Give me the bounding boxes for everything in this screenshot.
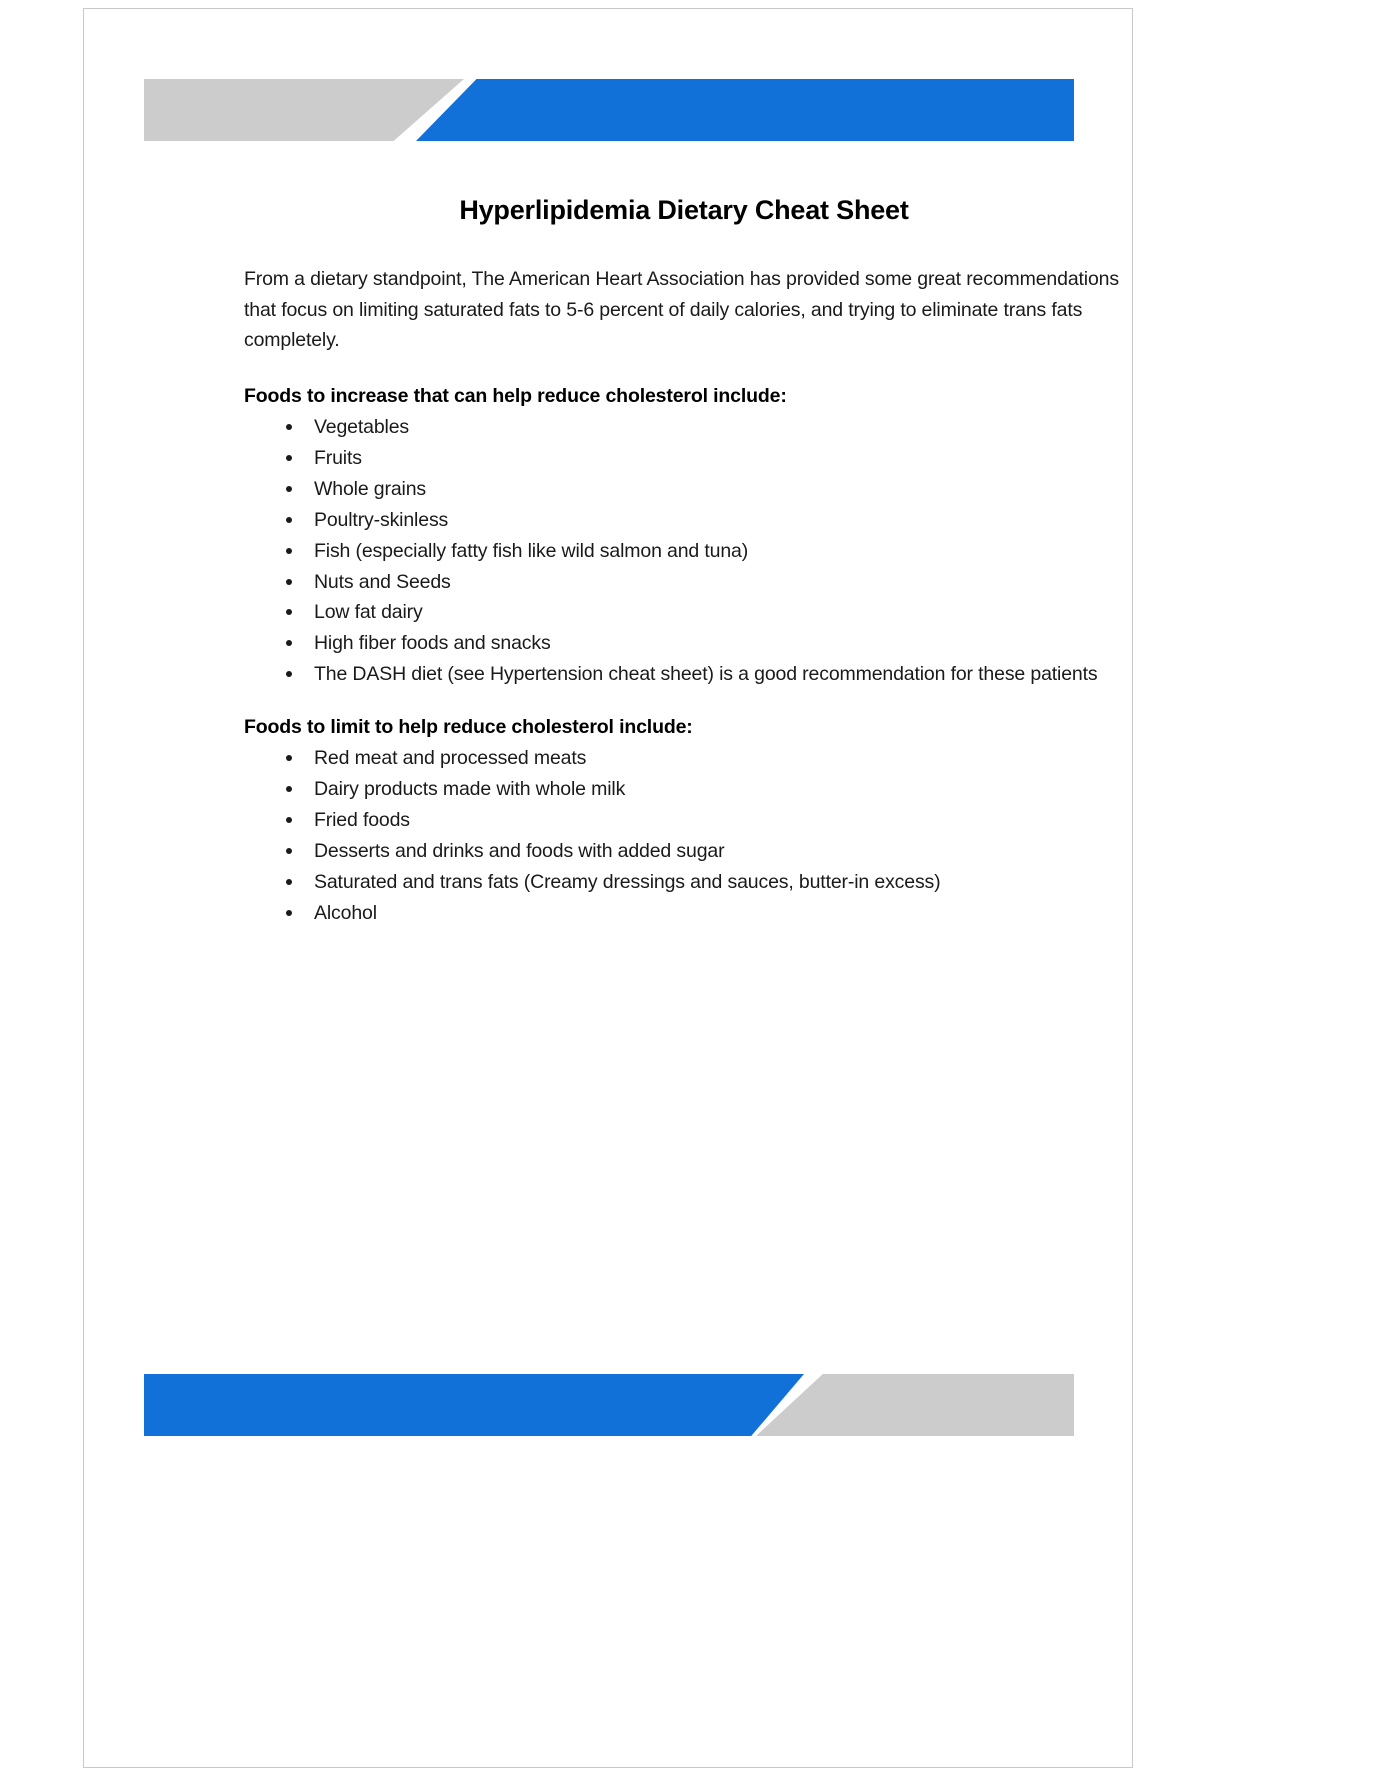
list-item: [244, 567, 1124, 597]
footer-gray-shape: [756, 1374, 1074, 1436]
list-item: [244, 505, 1124, 535]
foods-to-increase-list: [244, 412, 1124, 690]
list-item: [244, 659, 1124, 689]
bullet-dot-icon: [286, 671, 292, 677]
page-title: Hyperlipidemia Dietary Cheat Sheet: [459, 195, 909, 225]
list-item-label: Saturated and trans fats (Creamy dressings and sauces, butter-in excess): [314, 870, 941, 893]
bullet-dot-icon: [286, 579, 292, 585]
list-item-label: Fried foods: [314, 809, 410, 832]
bullet-dot-icon: [286, 517, 292, 523]
list-item: [244, 597, 1124, 627]
document-content: [244, 194, 1124, 929]
list-item-label: Poultry-skinless: [314, 508, 449, 531]
list-item-label: Fish (especially fatty fish like wild salmon and tuna): [314, 539, 749, 562]
list-item: [244, 805, 1124, 835]
bullet-dot-icon: [286, 424, 292, 430]
list-item: [244, 536, 1124, 566]
list-item-label: Dairy products made with whole milk: [314, 778, 626, 801]
section-heading: Foods to limit to help reduce cholesterol include:: [244, 716, 693, 739]
bullet-dot-icon: [286, 910, 292, 916]
bullet-dot-icon: [286, 486, 292, 492]
list-item-label: Whole grains: [314, 477, 427, 500]
bullet-dot-icon: [286, 455, 292, 461]
intro-paragraph: From a dietary standpoint, The American Heart Association has provided some great recommendations that focus on limiting saturated fats to 5-6 percent of daily calories, and trying to eliminate trans fats completely.: [244, 268, 1119, 351]
list-item: [244, 774, 1124, 804]
list-item-label: Nuts and Seeds: [314, 570, 451, 593]
header-banner: [144, 79, 1074, 141]
foods-to-limit-list: [244, 743, 1124, 928]
page-sheet: [83, 8, 1133, 1768]
list-item: [244, 412, 1124, 442]
list-item: [244, 474, 1124, 504]
bullet-dot-icon: [286, 848, 292, 854]
list-item-label: Low fat dairy: [314, 601, 423, 624]
list-item-label: High fiber foods and snacks: [314, 632, 551, 655]
list-item: [244, 836, 1124, 866]
list-item-label: Fruits: [314, 446, 362, 469]
bullet-dot-icon: [286, 640, 292, 646]
footer-blue-shape: [144, 1374, 804, 1436]
section-heading: Foods to increase that can help reduce cholesterol include:: [244, 385, 787, 408]
header-blue-shape: [416, 79, 1074, 141]
header-gray-shape: [144, 79, 464, 141]
list-item: [244, 743, 1124, 773]
bullet-dot-icon: [286, 786, 292, 792]
list-item-label: Alcohol: [314, 901, 377, 924]
list-item-label: Desserts and drinks and foods with added sugar: [314, 839, 725, 862]
bullet-dot-icon: [286, 609, 292, 615]
footer-banner: [144, 1374, 1074, 1436]
list-item: [244, 443, 1124, 473]
section-foods-to-limit: [244, 716, 1124, 928]
list-item-label: The DASH diet (see Hypertension cheat sheet) is a good recommendation for these patients: [314, 663, 1098, 686]
list-item: [244, 867, 1124, 897]
section-spacer: [244, 690, 1124, 716]
bullet-dot-icon: [286, 548, 292, 554]
bullet-dot-icon: [286, 879, 292, 885]
list-item-label: Red meat and processed meats: [314, 747, 587, 770]
bullet-dot-icon: [286, 755, 292, 761]
list-item: [244, 628, 1124, 658]
section-foods-to-increase: [244, 385, 1124, 690]
list-item: [244, 898, 1124, 928]
list-item-label: Vegetables: [314, 416, 410, 439]
bullet-dot-icon: [286, 817, 292, 823]
